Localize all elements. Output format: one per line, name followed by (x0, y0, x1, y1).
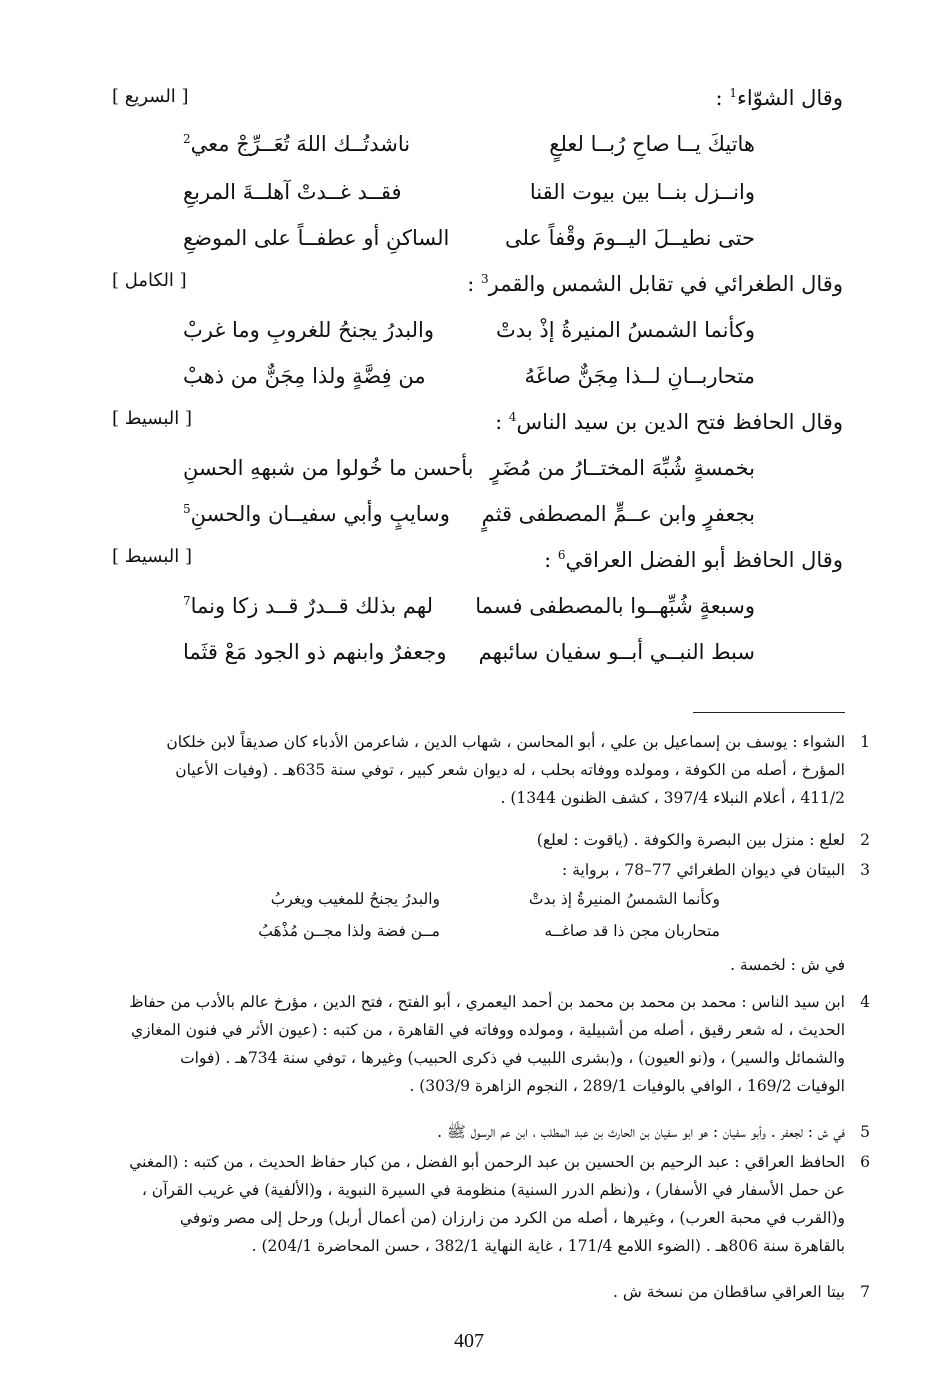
footnote-text: في ش : لجعفر . وأبو سفيان : هو ابو سفيان بن الحارث بن عبد المطلب ، ابن عم الرسول ﷺ . (437, 1123, 845, 1141)
footnote-ref: 3 (481, 272, 489, 286)
poem-intro: وقال الحافظ فتح الدين بن سيد الناس$^4$ : (495, 410, 843, 434)
footnote (127, 1118, 870, 1146)
verse-first-hemistich: هاتيكَ يــا صاحِ رُبــا لعلعٍ (549, 132, 755, 156)
poem-intro: وقال الطغرائي في تقابل الشمس والقمر$^3$ : (467, 272, 843, 296)
verse-second-hemistich: ناشدتُــك اللهَ تُعَــرِّجْ معي$^2$ (183, 132, 411, 156)
footnote (127, 826, 870, 854)
footnote-text: لعلع : منزل بين البصرة والكوفة . (ياقوت : لعلع) (536, 831, 845, 849)
footnote (127, 856, 870, 884)
footnote (127, 728, 870, 812)
verse-first-hemistich: وكأنما الشمسُ المنيرةُ إذْ بدتْ (496, 318, 755, 342)
footnote-verse-first-hemistich: متحاربان مجن ذا قد صاغــه (544, 922, 720, 940)
footnote-text: بيتا العراقي ساقطان من نسخة ش . (613, 1283, 845, 1301)
meter-label: [ الكامل ] (112, 270, 187, 291)
footnote-number: 5 (860, 1123, 870, 1141)
footnote-verse-second-hemistich: مــن فضة ولذا مجــن مُذْهَبُ (258, 922, 440, 940)
meter-label: [ البسيط ] (112, 546, 192, 567)
footnote-text: البيتان في ديوان الطغرائي 77–78 ، برواية : (562, 861, 845, 879)
footnote (127, 1148, 870, 1260)
footnote-ref: 2 (183, 132, 191, 146)
verse-second-hemistich: وجعفرٌ وابنهم ذو الجود مَعْ قثَما (183, 640, 447, 664)
footnote-number: 6 (860, 1153, 870, 1171)
footnote-note: في ش : لخمسة . (730, 956, 845, 974)
verse-second-hemistich: والبدرُ يجنحُ للغروبِ وما غربْ (183, 318, 434, 342)
footnote-ref: 7 (183, 594, 191, 608)
verse-first-hemistich: بخمسةٍ شُبِّهَ المختــارُ من مُضَرٍ (490, 456, 755, 480)
verse-second-hemistich: من فِضَّةٍ ولذا مِجَنٌّ من ذهبْ (183, 364, 426, 388)
verse-second-hemistich: وسايبٍ وأبي سفيــان والحسنِ$^5$ (183, 502, 450, 526)
footnote-ref: 6 (557, 548, 566, 562)
footnote-text: الحافظ العراقي : عبد الرحيم بن الحسين بن عبد الرحمن أبو الفضل ، من كبار حفاظ الحديث ، من كتبه : (المغني عن حمل الأسفار في الأسفار) ، و(نظم الدرر السنية) منظومة في السيرة النبوية ، و(الألفية) في غريب القرآن ، و(القرب في محبة العرب) ، وغيرها ، أصله من الكرد من زارزان (من أعمال أربل) ورحل إلى مصر وتوفي بالقاهرة سنة 806هـ . (الضوء اللامع 171/4 ، غاية النهاية 382/1 ، حسن المحاضرة 204/1) . (129, 1153, 845, 1255)
verse-first-hemistich: حتى نطيــلَ اليــومَ وقْفاً على (504, 226, 755, 250)
verse-first-hemistich: متحاربــانِ لــذا مِجَنٌّ صاغَهُ (524, 364, 755, 388)
footnote (127, 988, 870, 1100)
footnote-verse-second-hemistich: والبدرُ يجنحُ للمغيب ويغربُ (270, 890, 440, 908)
footnote-ref: 1 (729, 86, 737, 100)
footnote-number: 4 (860, 993, 870, 1011)
verse-second-hemistich: الساكنِ أو عطفــاً على الموضعِ (183, 226, 450, 250)
verse-first-hemistich: بجعفرٍ وابن عــمٍّ المصطفى قثمٍ (481, 502, 755, 526)
footnote-separator (693, 712, 845, 713)
footnote (127, 1278, 870, 1306)
poem-intro: وقال الحافظ أبو الفضل العراقي$^6$ : (544, 548, 843, 572)
verse-second-hemistich: بأحسن ما خُولوا من شبههِ الحسنِ (183, 456, 474, 480)
verse-first-hemistich: وانــزل بنــا بين بيوت القنا (529, 180, 755, 204)
footnote-text: ابن سيد الناس : محمد بن محمد بن محمد بن أحمد اليعمري ، أبو الفتح ، فتح الدين ، مؤرخ عالم بالأدب من حفاظ الحديث ، له شعر رقيق ، أصله من أشبيلية ، ومولده ووفاته في القاهرة ، من كتبه : (عيون الأثر في فنون المغازي والشمائل والسير) ، و(نو العيون) ، و(بشرى اللبيب في ذكرى الحبيب) وغيرها ، توفي سنة 734هـ . (فوات الوفيات 169/2 ، الوافي بالوفيات 289/1 ، النجوم الزاهرة 303/9) . (129, 993, 845, 1095)
page-number: 407 (454, 1330, 484, 1352)
footnote-ref: 4 (508, 410, 517, 424)
footnote-text: الشواء : يوسف بن إسماعيل بن علي ، أبو المحاسن ، شهاب الدين ، شاعرمن الأدباء كان صديقاً لابن خلكان المؤرخ ، أصله من الكوفة ، ومولده ووفاته بحلب ، له ديوان شعر كبير ، توفي سنة 635هـ . (وفيات الأعيان 411/2 ، أعلام النبلاء 397/4 ، كشف الظنون 1344) . (166, 733, 845, 807)
verse-second-hemistich: فقــد غــدتْ آهلــةَ المربعِ (183, 180, 402, 204)
footnote-number: 3 (860, 861, 870, 879)
footnote-number: 1 (860, 733, 870, 751)
verse-second-hemistich: لهم بذلك قــدرٌ قــد زكا ونما$^7$ (183, 594, 433, 618)
verse-first-hemistich: وسبعةٍ شُبِّهــوا بالمصطفى فسما (475, 594, 755, 618)
meter-label: [ السريع ] (112, 86, 189, 107)
poem-intro: وقال الشوّاء$^1$ : (715, 86, 843, 110)
footnote-verse-first-hemistich: وكأنما الشمسُ المنيرةُ إذ بدتْ (528, 890, 720, 908)
verse-first-hemistich: سبط النبــي أبــو سفيان سائبهم (478, 640, 755, 664)
footnote-ref: 5 (183, 502, 191, 516)
footnote-number: 2 (860, 831, 870, 849)
meter-label: [ البسيط ] (112, 408, 192, 429)
footnote-number: 7 (860, 1283, 870, 1301)
